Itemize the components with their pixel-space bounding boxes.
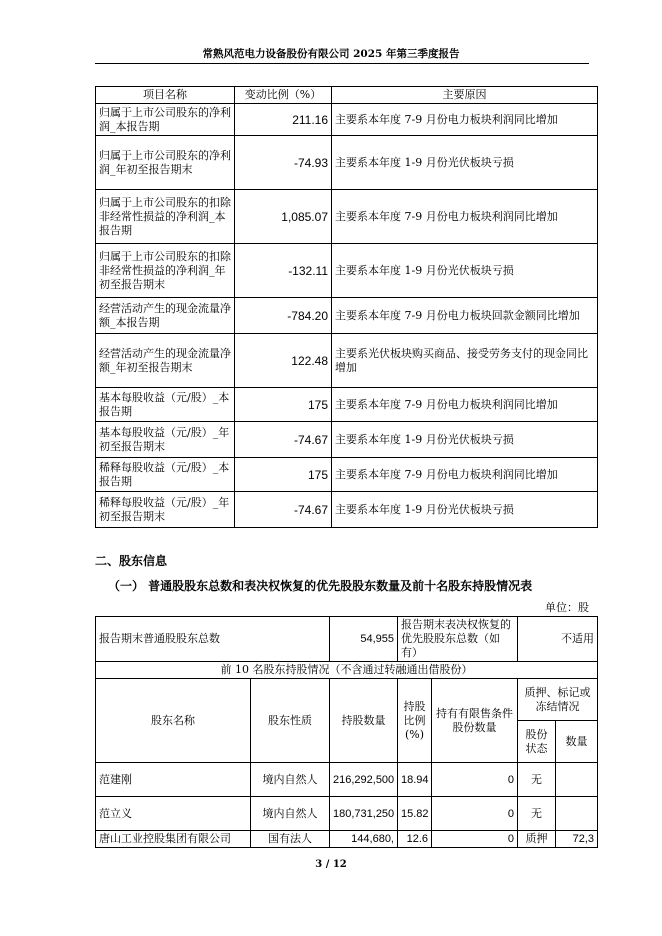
page-number: 3 / 12 xyxy=(315,859,347,870)
shareholder-shares: 216,292,500 xyxy=(330,763,398,797)
item-name: 经营活动产生的现金流量净额_本报告期 xyxy=(96,298,235,334)
pledge-qty xyxy=(556,797,598,831)
table-row xyxy=(96,797,598,831)
table-row xyxy=(96,831,598,848)
subsection-title: （一） 普通股股东总数和表决权恢复的优先股股东数量及前十名股东持股情况表 xyxy=(108,579,533,593)
table-row xyxy=(96,136,598,190)
change-reason: 主要系本年度 1-9 月份光伏板块亏损 xyxy=(332,492,598,528)
item-name: 基本每股收益（元/股）_本报告期 xyxy=(96,388,235,422)
pledge-status: 无 xyxy=(518,797,556,831)
change-reason: 主要系光伏板块购买商品、接受劳务支付的现金同比增加 xyxy=(332,334,598,388)
preferred-shareholders-label: 报告期末表决权恢复的优先股股东总数（如有） xyxy=(398,617,518,662)
pledge-qty xyxy=(556,763,598,797)
change-ratio: 211.16 xyxy=(235,104,332,136)
item-name: 经营活动产生的现金流量净额_年初至报告期末 xyxy=(96,334,235,388)
col-header-qty: 数量 xyxy=(556,721,598,763)
col-header-status: 股份状态 xyxy=(518,721,556,763)
table-row xyxy=(96,298,598,334)
shareholder-name: 范建刚 xyxy=(96,763,251,797)
item-name: 稀释每股收益（元/股）_本报告期 xyxy=(96,458,235,492)
col-header-reason: 主要原因 xyxy=(332,87,598,104)
shareholder-name: 唐山工业控股集团有限公司 xyxy=(96,831,251,848)
change-ratio: 175 xyxy=(235,458,332,492)
shareholder-nature: 境内自然人 xyxy=(251,763,330,797)
change-ratio: 1,085.07 xyxy=(235,190,332,244)
change-ratio: -74.67 xyxy=(235,422,332,458)
table-row xyxy=(96,458,598,492)
unit-label: 单位：股 xyxy=(545,601,589,614)
change-ratio: 122.48 xyxy=(235,334,332,388)
change-ratio: -74.93 xyxy=(235,136,332,190)
shareholder-name: 范立义 xyxy=(96,797,251,831)
shareholder-nature: 国有法人 xyxy=(251,831,330,848)
shareholder-restricted: 0 xyxy=(432,763,518,797)
change-reason: 主要系本年度 1-9 月份光伏板块亏损 xyxy=(332,422,598,458)
shareholder-table xyxy=(95,616,598,848)
change-reason: 主要系本年度 7-9 月份电力板块利润同比增加 xyxy=(332,190,598,244)
table-row xyxy=(96,422,598,458)
col-header-name: 股东名称 xyxy=(96,679,251,763)
total-shareholders-value: 54,955 xyxy=(330,617,398,662)
table-row xyxy=(96,244,598,298)
col-header-restricted: 持有有限售条件股份数量 xyxy=(432,679,518,763)
shareholder-shares: 144,680, xyxy=(330,831,398,848)
total-shareholders-label: 报告期末普通股股东总数 xyxy=(96,617,330,662)
item-name: 归属于上市公司股东的扣除非经常性损益的净利润_年初至报告期末 xyxy=(96,244,235,298)
shareholder-ratio: 15.82 xyxy=(398,797,432,831)
header-rule xyxy=(95,63,589,64)
change-ratio: 175 xyxy=(235,388,332,422)
col-header-shares: 持股数量 xyxy=(330,679,398,763)
change-reason: 主要系本年度 1-9 月份光伏板块亏损 xyxy=(332,244,598,298)
table-row xyxy=(96,763,598,797)
change-ratio: -784.20 xyxy=(235,298,332,334)
change-reason: 主要系本年度 7-9 月份电力板块利润同比增加 xyxy=(332,104,598,136)
item-name: 归属于上市公司股东的扣除非经常性损益的净利润_本报告期 xyxy=(96,190,235,244)
shareholder-shares: 180,731,250 xyxy=(330,797,398,831)
pledge-qty: 72,3 xyxy=(556,831,598,848)
section-title: 二、股东信息 xyxy=(95,554,168,568)
change-ratio: -132.11 xyxy=(235,244,332,298)
change-ratio: -74.67 xyxy=(235,492,332,528)
table-row xyxy=(96,104,598,136)
col-header-ratio: 持股比例(%) xyxy=(398,679,432,763)
item-name: 归属于上市公司股东的净利润_年初至报告期末 xyxy=(96,136,235,190)
table-row xyxy=(96,492,598,528)
shareholder-nature: 境内自然人 xyxy=(251,797,330,831)
change-table xyxy=(95,86,598,528)
table-row xyxy=(96,334,598,388)
change-reason: 主要系本年度 7-9 月份电力板块回款金额同比增加 xyxy=(332,298,598,334)
shareholder-ratio: 18.94 xyxy=(398,763,432,797)
table-row xyxy=(96,388,598,422)
col-header-item: 项目名称 xyxy=(96,87,235,104)
col-header-nature: 股东性质 xyxy=(251,679,330,763)
top10-caption: 前 10 名股东持股情况（不含通过转融通出借股份） xyxy=(96,662,598,679)
report-header: 常熟风范电力设备股份有限公司 2025 年第三季度报告 xyxy=(202,48,460,60)
shareholder-ratio: 12.6 xyxy=(398,831,432,848)
pledge-status: 无 xyxy=(518,763,556,797)
item-name: 归属于上市公司股东的净利润_本报告期 xyxy=(96,104,235,136)
item-name: 稀释每股收益（元/股）_年初至报告期末 xyxy=(96,492,235,528)
col-header-pledge: 质押、标记或冻结情况 xyxy=(518,679,598,721)
col-header-ratio: 变动比例（%） xyxy=(235,87,332,104)
table-row xyxy=(96,190,598,244)
pledge-status: 质押 xyxy=(518,831,556,848)
preferred-shareholders-value: 不适用 xyxy=(518,617,598,662)
item-name: 基本每股收益（元/股）_年初至报告期末 xyxy=(96,422,235,458)
change-reason: 主要系本年度 7-9 月份电力板块利润同比增加 xyxy=(332,388,598,422)
shareholder-restricted: 0 xyxy=(432,797,518,831)
shareholder-restricted: 0 xyxy=(432,831,518,848)
change-reason: 主要系本年度 7-9 月份电力板块利润同比增加 xyxy=(332,458,598,492)
change-reason: 主要系本年度 1-9 月份光伏板块亏损 xyxy=(332,136,598,190)
